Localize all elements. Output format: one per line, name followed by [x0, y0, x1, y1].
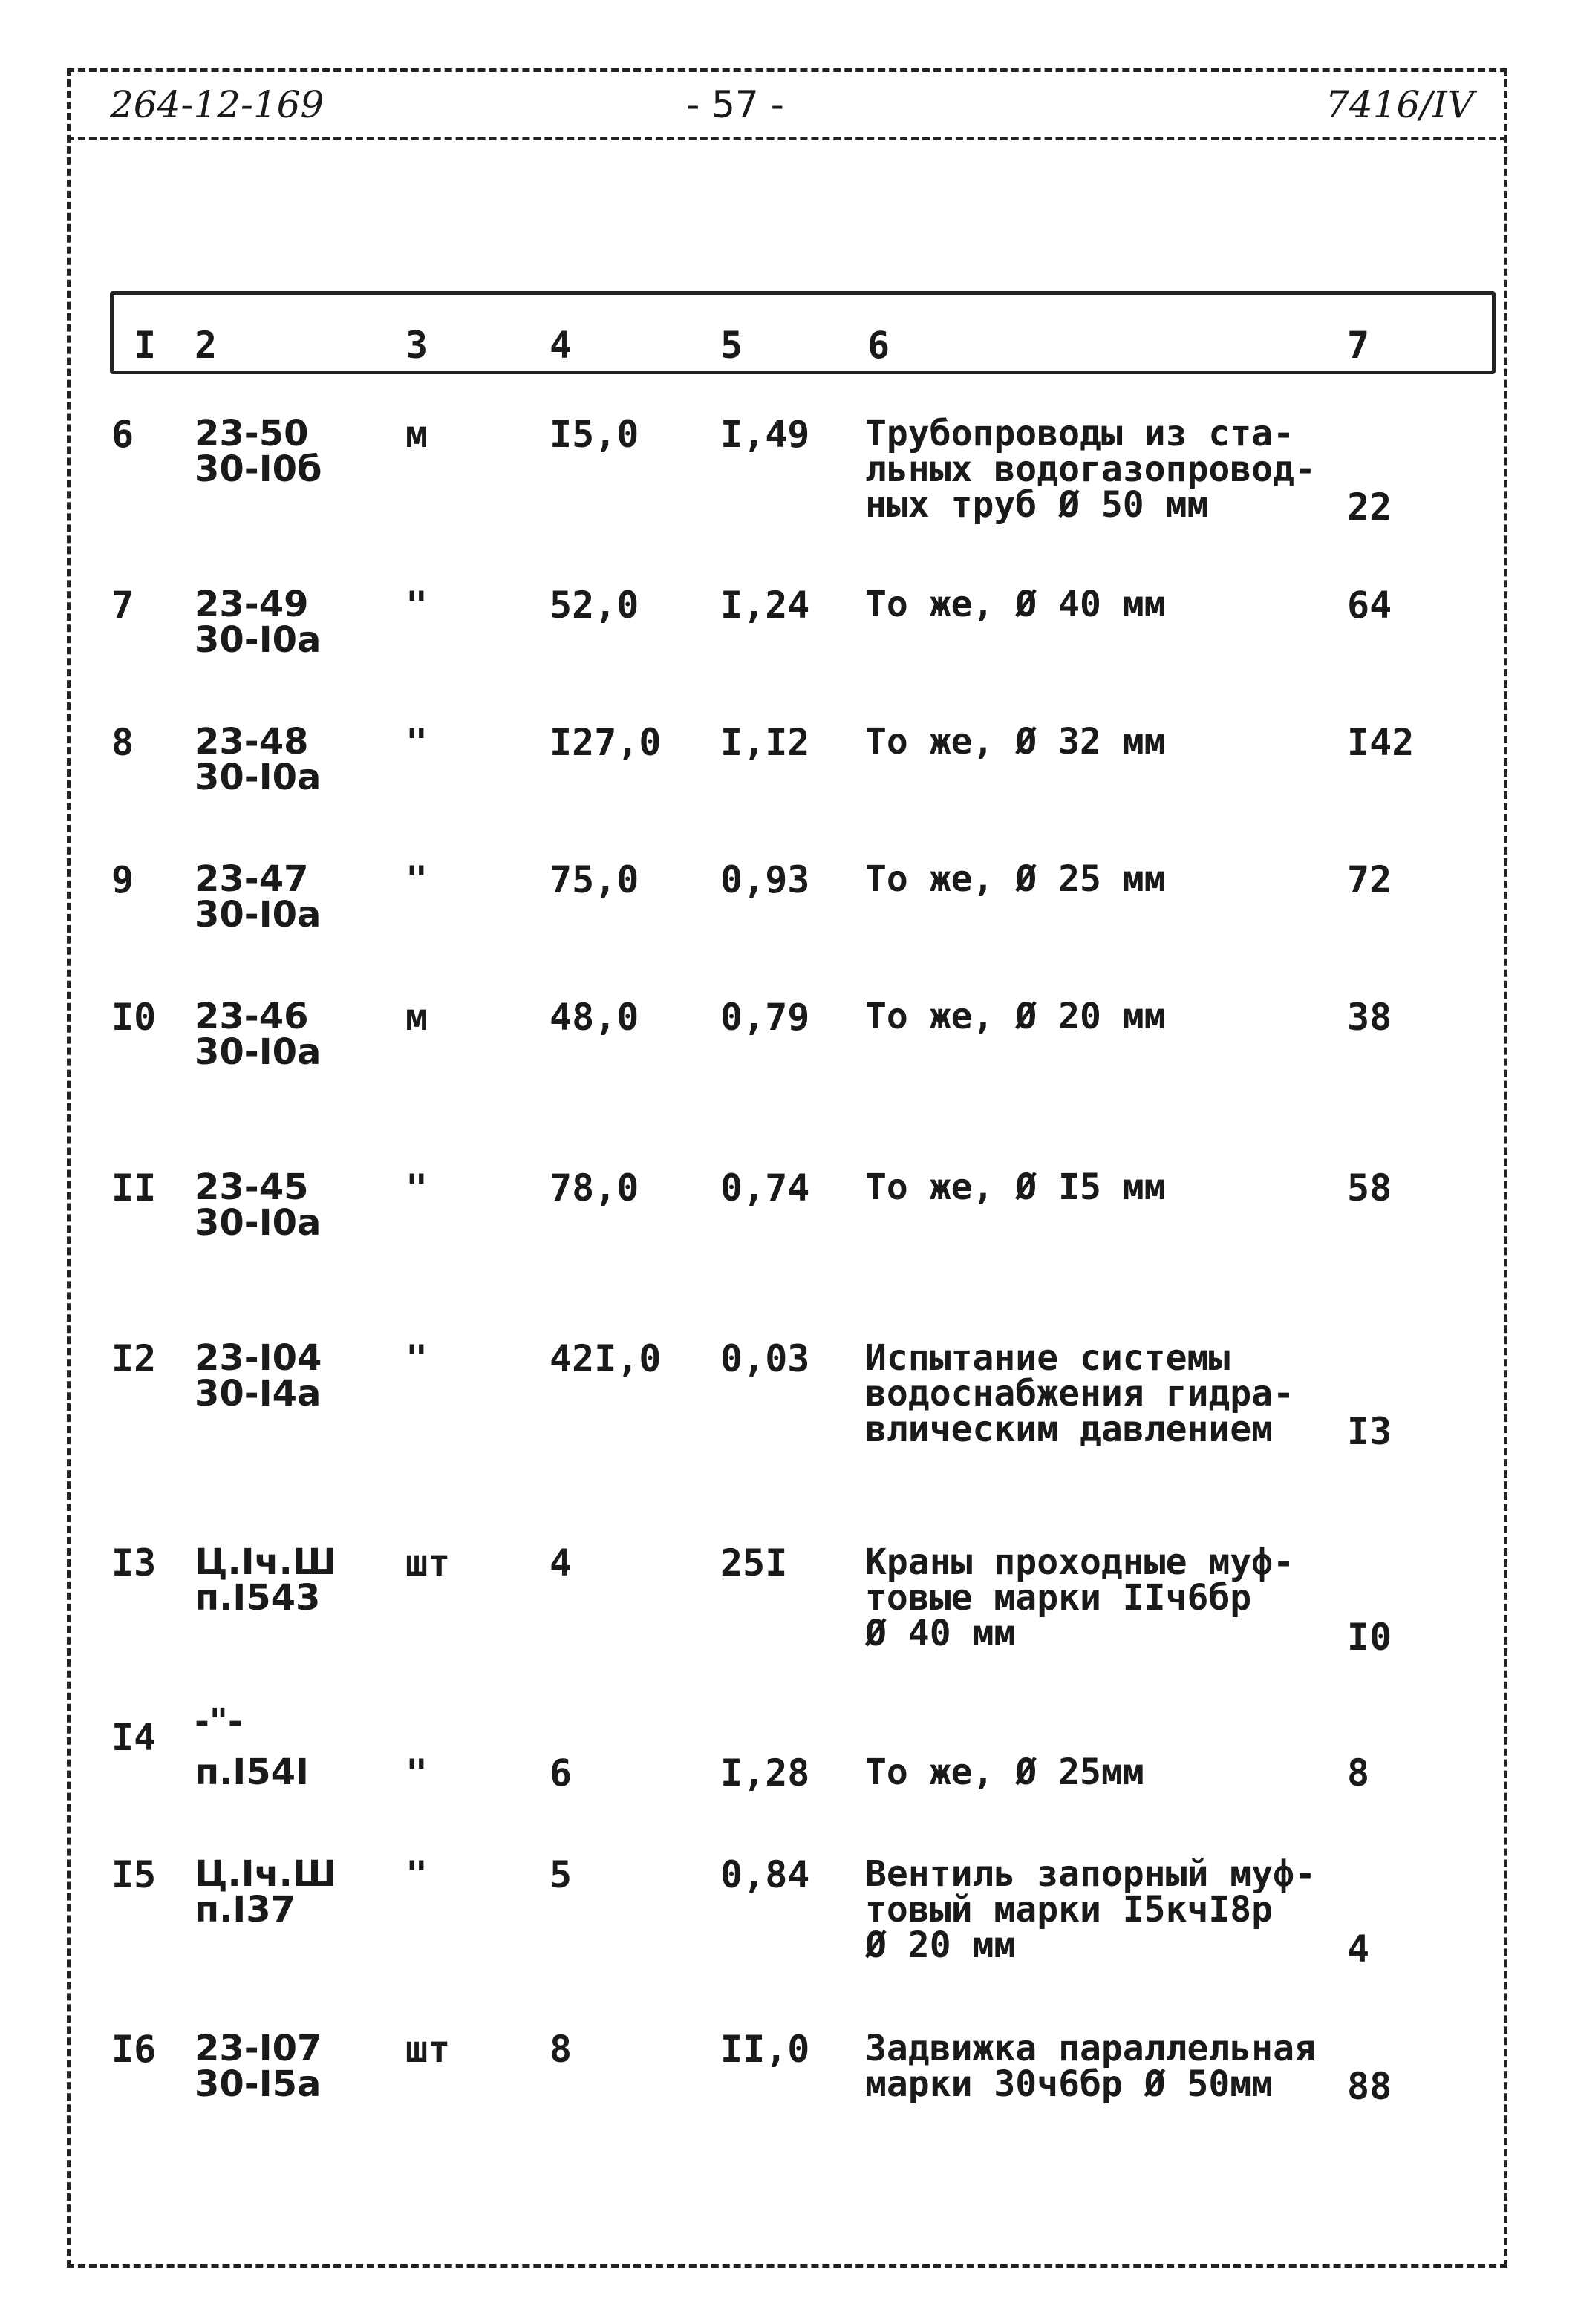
row-unit: м — [405, 413, 428, 456]
row-code-1: 23-49 — [195, 584, 309, 625]
row-quantity: 78,0 — [550, 1166, 639, 1210]
row-description-line: льных водогазопровод- — [865, 448, 1316, 490]
row-description-line: товые марки IIч6бр — [865, 1577, 1252, 1619]
row-description-line: То же, Ø I5 мм — [865, 1166, 1166, 1208]
row-number: I4 — [111, 1716, 157, 1759]
row-norm: I,28 — [720, 1752, 810, 1795]
row-number: I2 — [111, 1337, 157, 1380]
row-description-line: водоснабжения гидра- — [865, 1373, 1294, 1414]
row-code-2: 30-I0а — [195, 1031, 322, 1073]
column-header-1: I — [134, 324, 157, 367]
row-total: I0 — [1347, 1616, 1392, 1659]
header-divider — [67, 137, 1507, 140]
row-unit: шт — [405, 1541, 451, 1584]
row-unit: шт — [405, 2028, 451, 2071]
row-unit: " — [405, 1853, 428, 1896]
row-norm: 0,93 — [720, 858, 810, 901]
row-code-1: 23-I04 — [195, 1337, 322, 1379]
column-header-7: 7 — [1347, 324, 1370, 367]
row-norm: 25I — [720, 1541, 788, 1584]
row-code-2: 30-I4а — [195, 1373, 322, 1414]
row-quantity: 5 — [550, 1853, 573, 1896]
row-number: 9 — [111, 858, 134, 901]
row-description-line: товый марки I5кчI8р — [865, 1889, 1274, 1930]
row-code-1: 23-50 — [195, 413, 309, 454]
row-description-line: То же, Ø 40 мм — [865, 584, 1166, 625]
row-total: 64 — [1347, 584, 1392, 627]
row-description-line: Ø 20 мм — [865, 1925, 1016, 1966]
row-unit: м — [405, 996, 428, 1039]
row-quantity: I5,0 — [550, 413, 639, 456]
table-column-header — [110, 291, 1496, 374]
row-norm: II,0 — [720, 2028, 810, 2071]
row-total: I3 — [1347, 1410, 1392, 1453]
row-number: 6 — [111, 413, 134, 456]
row-code-2: 30-I5а — [195, 2063, 322, 2105]
column-header-3: 3 — [405, 324, 428, 367]
row-description-line: влическим давлением — [865, 1409, 1274, 1450]
row-unit: " — [405, 721, 428, 764]
document-code: 264-12-169 — [110, 83, 325, 126]
page-number: - 57 - — [686, 83, 784, 126]
row-description-line: Трубопроводы из ста- — [865, 413, 1294, 454]
row-unit: " — [405, 584, 428, 627]
row-description-line: Испытание системы — [865, 1337, 1230, 1379]
row-description-line: Краны проходные муф- — [865, 1541, 1294, 1583]
row-norm: I,I2 — [720, 721, 810, 764]
row-description-line: Задвижка параллельная — [865, 2028, 1316, 2069]
row-code-1: Ц.Iч.Ш — [195, 1853, 337, 1895]
row-description-line: Ø 40 мм — [865, 1613, 1016, 1654]
row-number: II — [111, 1166, 157, 1210]
row-description-line: То же, Ø 32 мм — [865, 721, 1166, 763]
row-unit: " — [405, 1752, 428, 1795]
row-quantity: 42I,0 — [550, 1337, 662, 1380]
row-total: 88 — [1347, 2065, 1392, 2108]
row-code-2: 30-I0б — [195, 448, 322, 490]
row-total: 4 — [1347, 1928, 1370, 1971]
row-quantity: 4 — [550, 1541, 573, 1584]
row-code-1: -"- — [195, 1701, 243, 1743]
row-unit: " — [405, 1166, 428, 1210]
row-code-2: п.I37 — [195, 1889, 296, 1930]
row-unit: " — [405, 858, 428, 901]
row-code-2: п.I543 — [195, 1577, 321, 1619]
column-header-6: 6 — [867, 324, 890, 367]
row-code-1: 23-47 — [195, 858, 309, 900]
row-description-line: марки 30ч6бр Ø 50мм — [865, 2063, 1274, 2105]
row-norm: 0,03 — [720, 1337, 810, 1380]
row-number: I3 — [111, 1541, 157, 1584]
row-code-1: 23-I07 — [195, 2028, 322, 2069]
row-total: 72 — [1347, 858, 1392, 901]
row-total: I42 — [1347, 721, 1415, 764]
sheet-number: 7416/IV — [1326, 83, 1474, 126]
row-description-line: То же, Ø 25мм — [865, 1752, 1144, 1793]
column-header-5: 5 — [720, 324, 743, 367]
row-quantity: I27,0 — [550, 721, 662, 764]
row-norm: 0,84 — [720, 1853, 810, 1896]
row-code-2: п.I54I — [195, 1752, 309, 1793]
row-number: 7 — [111, 584, 134, 627]
column-header-4: 4 — [550, 324, 573, 367]
row-quantity: 48,0 — [550, 996, 639, 1039]
row-code-2: 30-I0а — [195, 1202, 322, 1244]
row-quantity: 52,0 — [550, 584, 639, 627]
row-code-1: 23-46 — [195, 996, 309, 1037]
row-norm: I,24 — [720, 584, 810, 627]
row-code-1: Ц.Iч.Ш — [195, 1541, 337, 1583]
row-total: 38 — [1347, 996, 1392, 1039]
row-number: I5 — [111, 1853, 157, 1896]
row-code-1: 23-45 — [195, 1166, 309, 1208]
row-unit: " — [405, 1337, 428, 1380]
row-norm: 0,79 — [720, 996, 810, 1039]
row-code-2: 30-I0а — [195, 619, 322, 661]
row-description-line: То же, Ø 20 мм — [865, 996, 1166, 1037]
row-total: 58 — [1347, 1166, 1392, 1210]
row-code-2: 30-I0а — [195, 894, 322, 936]
row-quantity: 8 — [550, 2028, 573, 2071]
row-code-2: 30-I0а — [195, 757, 322, 798]
row-description-line: ных труб Ø 50 мм — [865, 484, 1209, 526]
row-description-line: То же, Ø 25 мм — [865, 858, 1166, 900]
column-header-2: 2 — [195, 324, 218, 367]
row-number: 8 — [111, 721, 134, 764]
row-number: I6 — [111, 2028, 157, 2071]
row-norm: 0,74 — [720, 1166, 810, 1210]
row-total: 8 — [1347, 1752, 1370, 1795]
row-description-line: Вентиль запорный муф- — [865, 1853, 1316, 1895]
row-total: 22 — [1347, 486, 1392, 529]
row-number: I0 — [111, 996, 157, 1039]
row-quantity: 75,0 — [550, 858, 639, 901]
row-code-1: 23-48 — [195, 721, 309, 763]
row-norm: I,49 — [720, 413, 810, 456]
row-quantity: 6 — [550, 1752, 573, 1795]
